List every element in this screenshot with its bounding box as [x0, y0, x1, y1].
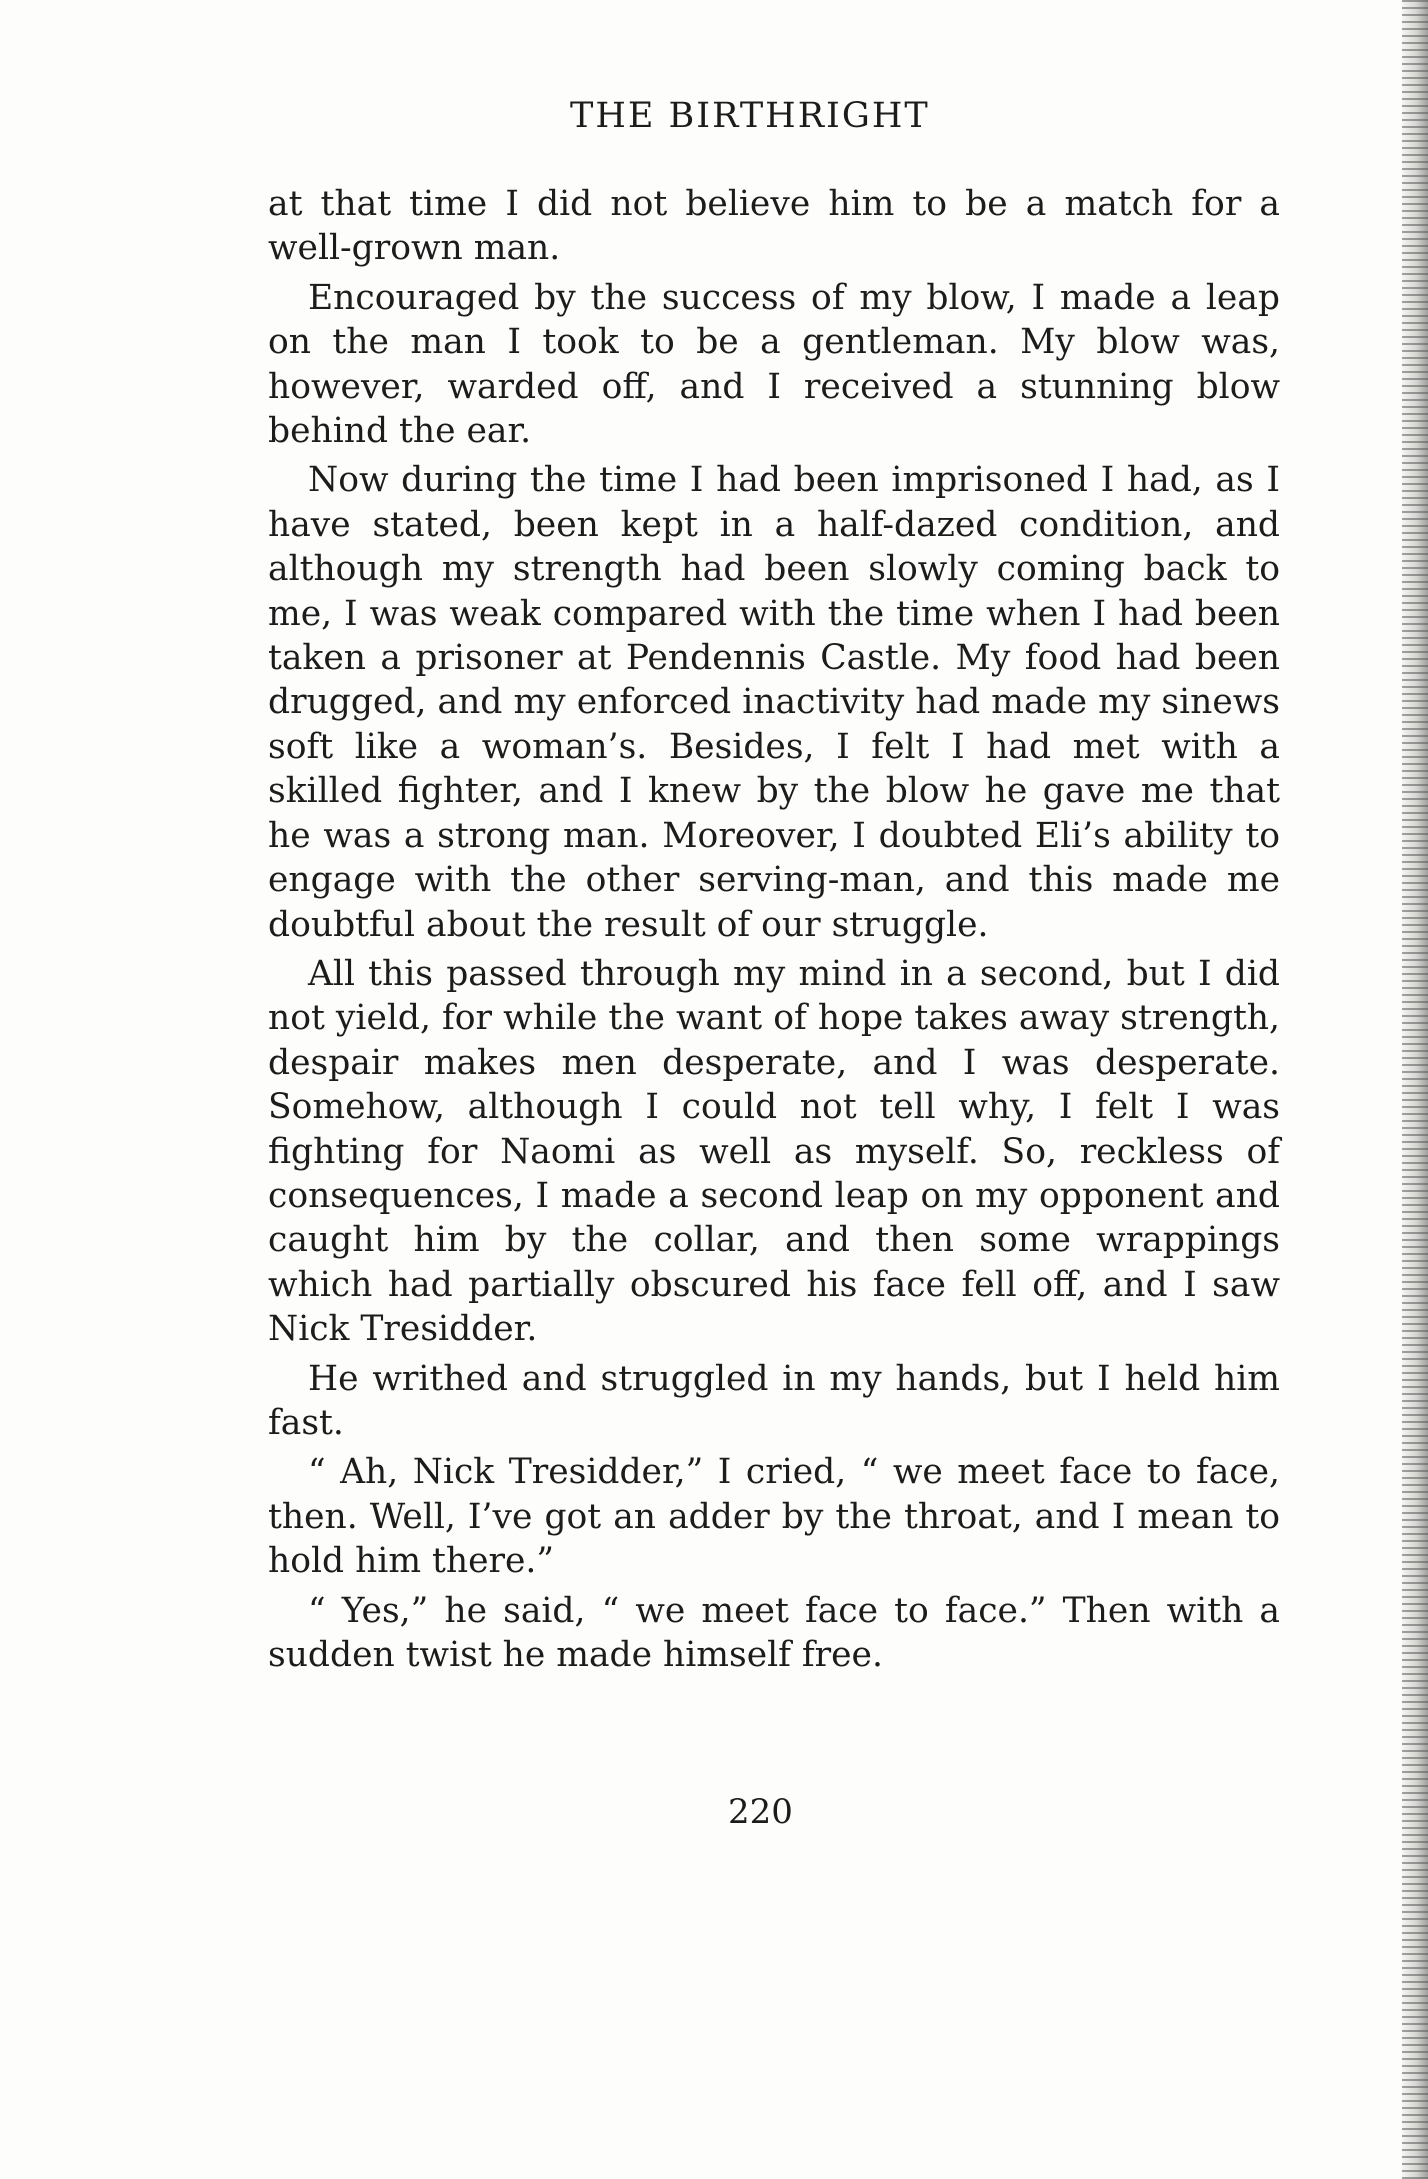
paragraph: All this passed through my mind in a second, but I did not yield, for while the want of hope takes away strength, despair makes men desperate, and I was desperate. Somehow, although I could not tell why, I felt I was fighting for Naomi as well as myself. So, reckless of consequences, I made a second leap on my opponent and caught him by the collar, and then some wrappings which had partially obscured his face fell off, and I saw Nick Tresidder.	[268, 953, 1280, 1350]
paragraph-continued: at that time I did not believe him to be a match for a well-grown man.	[268, 184, 1280, 269]
paragraph: Now during the time I had been imprisoned I had, as I have stated, been kept in a half-dazed condition, and although my strength had been slowly coming back to me, I was weak compared with the time when I had been taken a prisoner at Pendennis Castle. My food had been drugged, and my enforced inactivity had made my sinews soft like a woman’s. Besides, I felt I had met with a skilled fighter, and I knew by the blow he gave me that he was a strong man. Moreover, I doubted Eli’s ability to engage with the other serving-man, and this made me doubtful about the result of our struggle.	[268, 460, 1280, 945]
paragraph: “ Ah, Nick Tresidder,” I cried, “ we meet face to face, then. Well, I’ve got an adder by the throat, and I mean to hold him there.”	[268, 1452, 1280, 1582]
paragraph: “ Yes,” he said, “ we meet face to face.” Then with a sudden twist he made himself free.	[268, 1590, 1280, 1675]
paragraph: He writhed and struggled in my hands, but I held him fast.	[268, 1358, 1280, 1443]
paragraph: Encouraged by the success of my blow, I made a leap on the man I took to be a gentleman. My blow was, however, warded off, and I received a stunning blow behind the ear.	[268, 277, 1280, 452]
page-edge-binding	[1402, 0, 1428, 2179]
running-title: THE BIRTHRIGHT	[570, 96, 930, 136]
page-number: 220	[728, 1792, 793, 1832]
body-text	[268, 182, 1280, 1682]
